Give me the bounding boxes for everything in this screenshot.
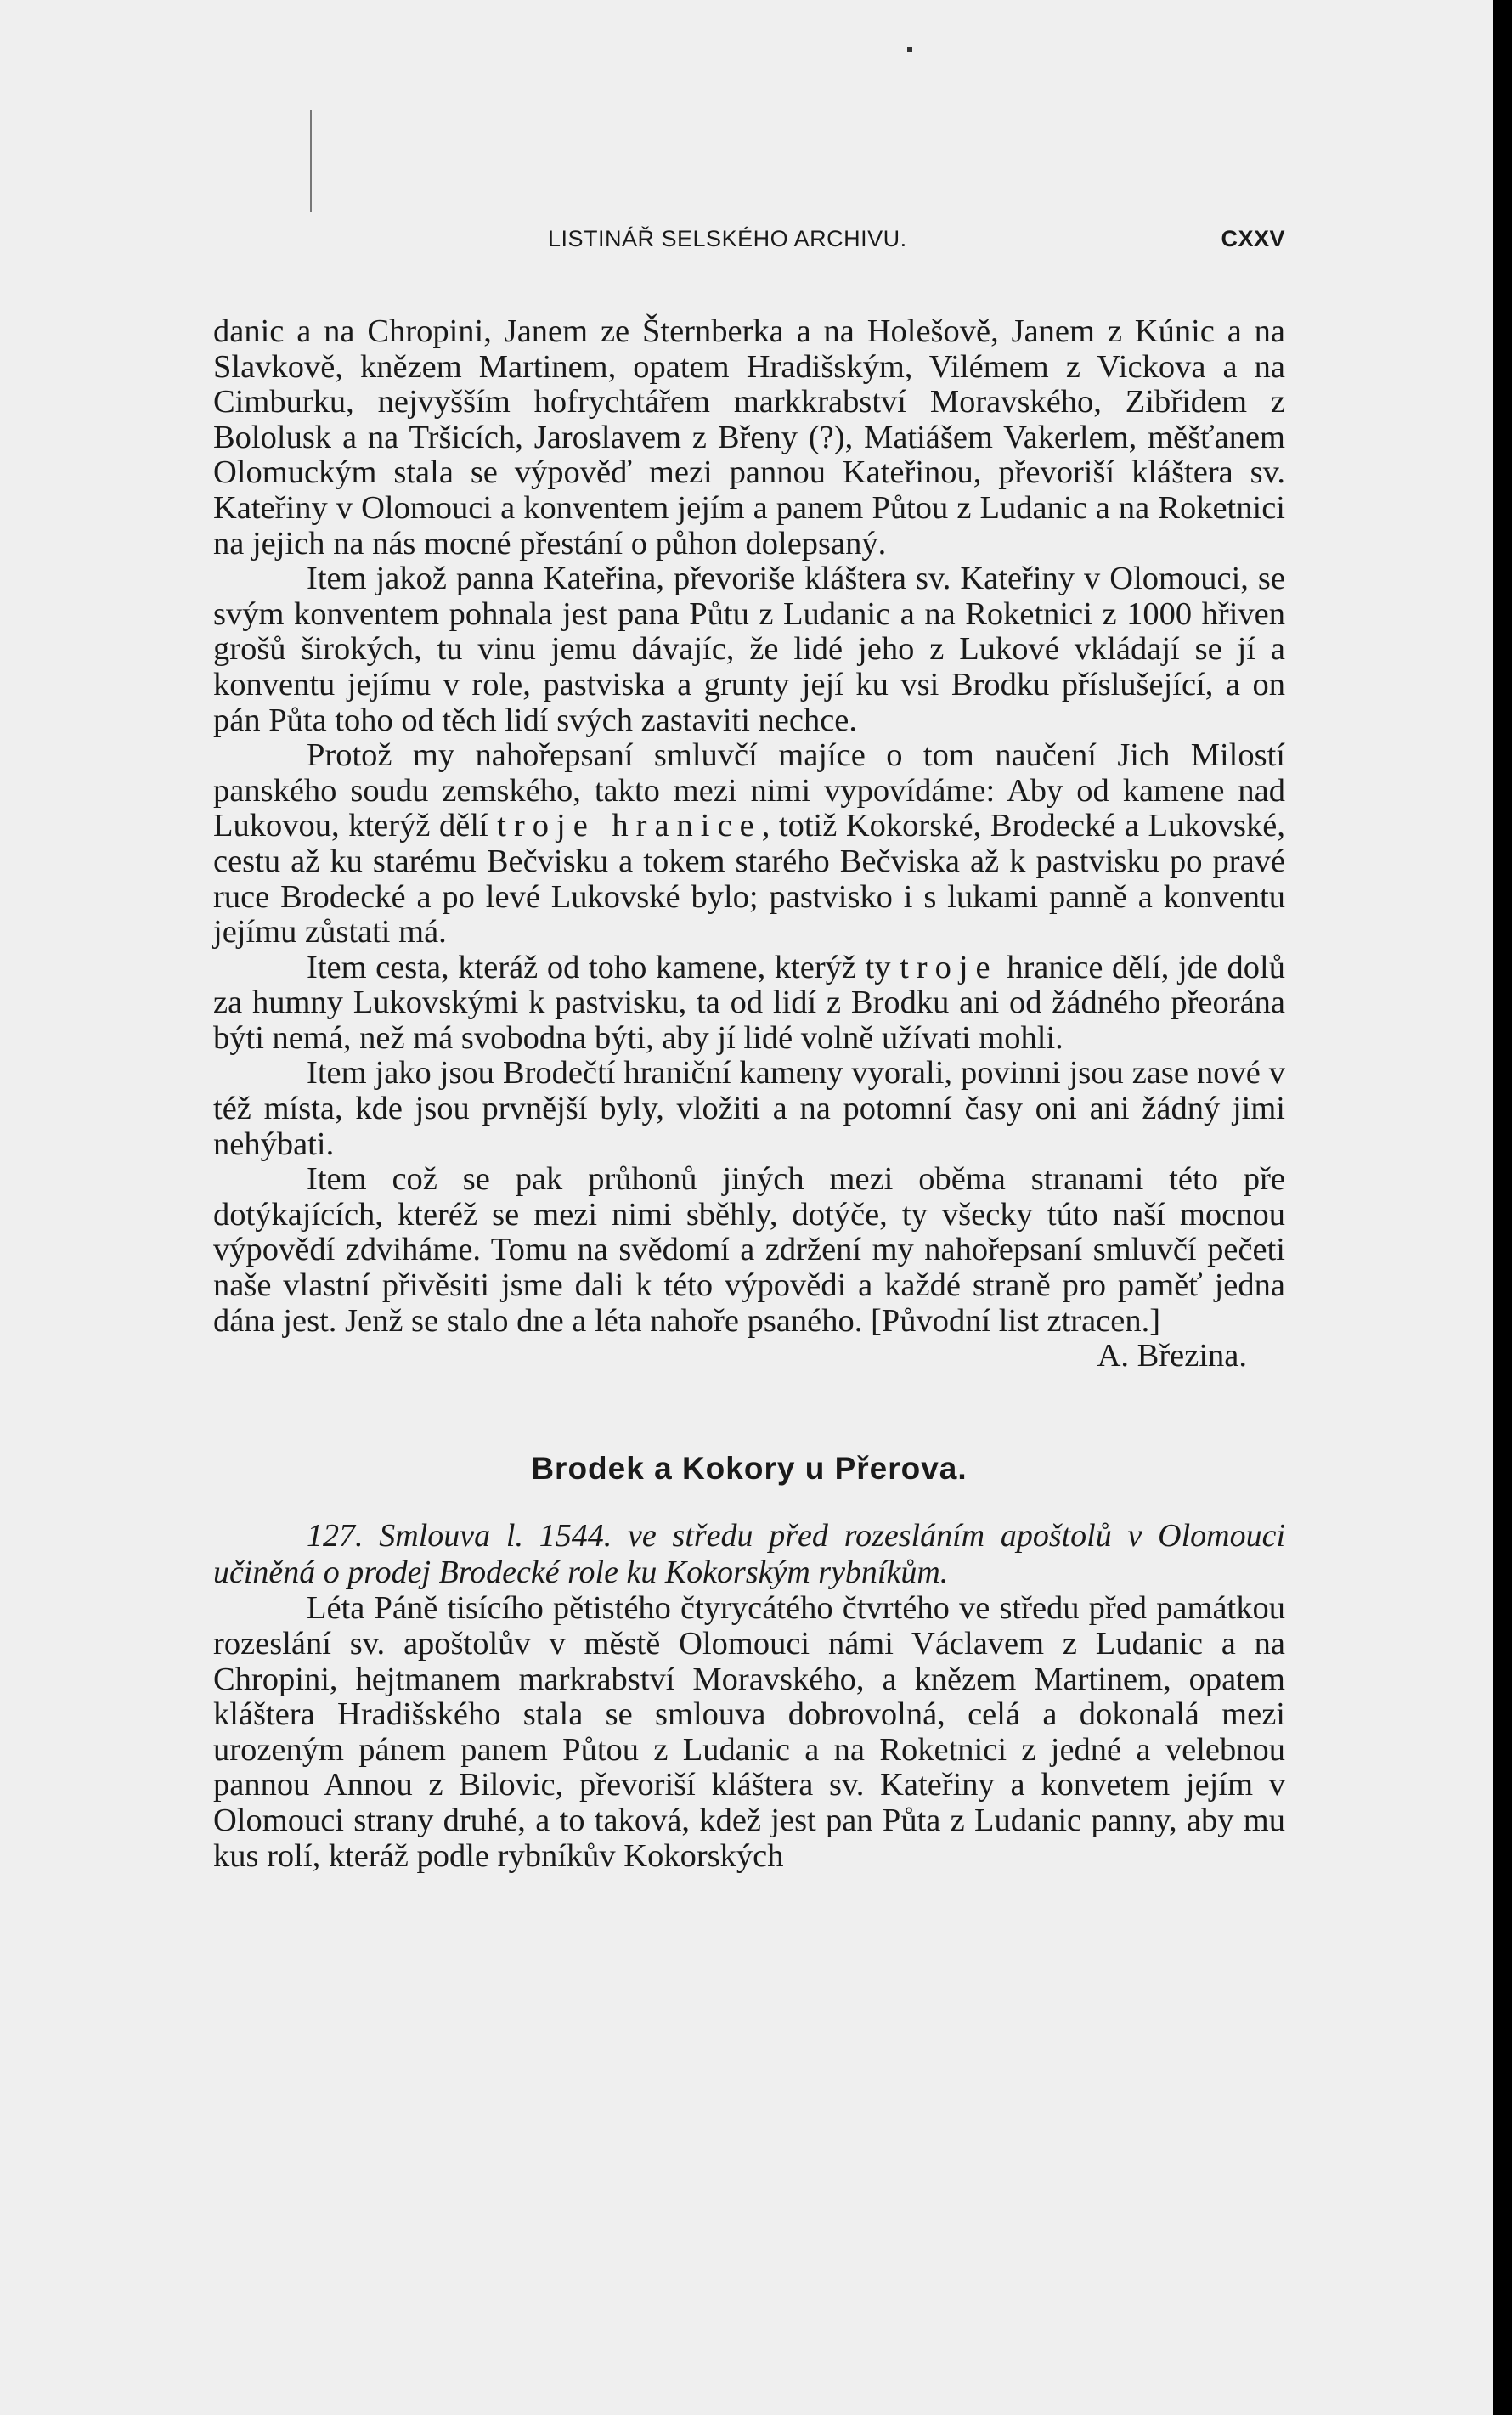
paragraph bbox=[213, 1591, 1285, 1874]
scan-edge bbox=[1493, 0, 1512, 2415]
section-heading: Brodek a Kokory u Přerova. bbox=[531, 1450, 968, 1486]
page-text bbox=[213, 314, 1285, 1874]
running-head-title: LISTINÁŘ SELSKÉHO ARCHIVU. bbox=[548, 226, 907, 251]
text-run: Léta Páně tisícího pětistého čtyrycátého čtvrtého ve středu před památkou rozeslání sv. apoštolův v městě Olomouci námi Václavem z Ludanic a na Chropini, hejtmanem markrabství Moravského, a knězem Martinem, opatem kláštera Hradišského stala se smlouva dobrovolná, celá a dokonalá mezi urozeným pánem panem Půtou z Ludanic a na Roketnici z jedné a velebnou pannou Annou z Bilovic, převoriší kláštera sv. Kateřiny a konvetem jejím v Olomouci strany druhé, a to taková, kdež jest pan Půta z Ludanic panny, aby mu kus rolí, kteráž podle rybníkův Kokorských bbox=[213, 1590, 1285, 1874]
regest bbox=[213, 1518, 1285, 1591]
text-run: hranice dělí, jde dolů za humny Lukovskými k pastvisku, ta od lidí z Brodku ani od žádného přeorána býti nemá, než má svobodna býti, aby jí lidé volně užívati mohli. bbox=[213, 949, 1286, 1056]
paragraph bbox=[213, 1162, 1285, 1339]
spaced-text: troje hranice bbox=[497, 808, 762, 844]
signature: A. Březina. bbox=[1097, 1338, 1247, 1374]
text-run: Item jako jsou Brodečtí hraniční kameny vyorali, povinni jsou zase nové v též místa, kde jsou prvnější byly, vložiti a na potomní časy oni ani žádný jimi nehýbati. bbox=[213, 1055, 1285, 1162]
paragraph bbox=[213, 738, 1285, 951]
running-head bbox=[548, 226, 1285, 260]
text-run: Item jakož panna Kateřina, převoriše kláštera sv. Kateřiny v Olomouci, se svým konventem pohnala jest pana Půtu z Ludanic a na Roketnici z 1000 hřiven grošů širokých, tu vinu jemu dávajíc, že lidé jeho z Lukové vkládají se jí a konventu jejímu v role, pastviska a grunty její ku vsi Brodku příslušející, a on pán Půta toho od těch lidí svých zastaviti nechce. bbox=[213, 561, 1285, 738]
scan-mark bbox=[310, 110, 312, 212]
paragraph bbox=[213, 1056, 1285, 1162]
text-run: Item což se pak průhonů jiných mezi oběma stranami této pře dotýkajících, kteréž se mezi nimi sběhly, dotýče, ty všecky túto naší mocnou výpovědí zdviháme. Tomu na svědomí a zdržení my nahořepsaní smluvčí pečeti naše vlastní přivěsiti jsme dali k této výpovědi a každé straně pro paměť jedna dána jest. Jenž se stalo dne a léta nahoře psaného. [Původní list ztracen.] bbox=[213, 1161, 1285, 1339]
page-number: CXXV bbox=[1221, 226, 1285, 251]
text-run: danic a na Chropini, Janem ze Šternberka a na Holešově, Janem z Kúnic a na Slavkově, knězem Martinem, opatem Hradišským, Vilémem z Vickova a na Cimburku, nejvyšším hofrychtářem markkrabství Moravského, Zibřidem z Bololusk a na Tršicích, Jaroslavem z Břeny (?), Matiášem Vakerlem, měšťanem Olomuckým stala se výpověď mezi pannou Kateřinou, převoriší kláštera sv. Kateřiny v Olomouci a konventem jejím a panem Půtou z Ludanic a na Roketnici na jejich na nás mocné přestání o půhon dolepsaný. bbox=[213, 313, 1285, 561]
spaced-text: troje bbox=[900, 949, 998, 985]
paragraph bbox=[213, 561, 1285, 738]
regest-number: 127. bbox=[307, 1518, 364, 1555]
paragraph bbox=[213, 314, 1285, 561]
regest-text: Smlouva l. 1544. ve středu před rozesláním apoštolů v Olomouci učiněná o prodej Brodecké role ku Kokorským rybníkům. bbox=[213, 1518, 1286, 1591]
scan-mark bbox=[907, 47, 912, 52]
paragraph bbox=[213, 951, 1285, 1057]
text-run: , totiž Kokorské, Brodecké a Lukovské, cestu až ku starému Bečvisku a tokem starého Bečviska až k pastvisku po pravé ruce Brodecké a po levé Lukovské bylo; pastvisko i s lukami panně a konventu jejímu zůstati má. bbox=[213, 808, 1285, 951]
text-run: Item cesta, kteráž od toho kamene, kterýž ty bbox=[307, 949, 900, 985]
text-run: Protož my nahořepsaní smluvčí majíce o tom naučení Jich Milostí panského soudu zemského, takto mezi nimi vypovídáme: Aby od kamene nad Lukovou, kterýž dělí bbox=[213, 737, 1285, 844]
